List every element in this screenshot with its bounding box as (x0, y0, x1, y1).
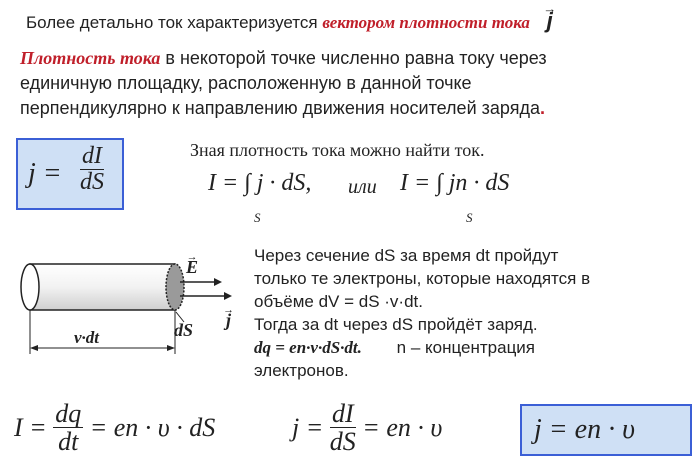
definition-line-3 (20, 96, 690, 121)
bottom-f2-rhs: = en · υ (362, 412, 443, 442)
formula-box-den: dS (80, 169, 104, 196)
integral-eq2: I = ∫ jn · dS (400, 170, 510, 196)
integral-limit-1: S (254, 210, 261, 225)
definition-dot: . (539, 98, 545, 118)
explanation-line-5 (254, 336, 694, 359)
cylinder-left-end (21, 264, 39, 310)
bottom-f2-lhs: j = (292, 412, 324, 442)
definition-line-2: единичную площадку, расположенную в данной точке (20, 73, 472, 93)
integral-equation-2 (400, 170, 509, 197)
formula-box-density (16, 138, 124, 210)
definition-line-1 (20, 46, 690, 71)
explanation-line-1: Через сечение dS за время dt пройдут (254, 246, 559, 265)
integral-equation-1 (208, 170, 311, 197)
dimension-arrow-right (167, 345, 175, 351)
explanation-dq: dq = en·v·dS·dt. (254, 338, 362, 357)
bottom-f1-fraction (53, 400, 83, 456)
length-label: v·dt (74, 328, 100, 347)
result-box (520, 404, 692, 456)
j-arrow-head (224, 292, 232, 300)
bottom-formula-current (14, 400, 215, 470)
bottom-f1-lhs: I = (14, 412, 47, 442)
integral-or: или (348, 176, 377, 198)
bottom-f2-num: dI (330, 400, 356, 428)
cylinder-section-dS (166, 264, 184, 310)
explanation-line-3: объёме dV = dS ·v·dt. (254, 292, 423, 311)
definition-text-1: в некоторой точке численно равна току через (165, 48, 547, 68)
E-arrow-head (214, 278, 222, 286)
bottom-f2-fraction (330, 400, 356, 456)
bottom-f1-rhs: = en · υ · dS (89, 412, 216, 442)
definition-term: Плотность тока (20, 48, 161, 68)
explanation-line-2: только те электроны, которые находятся в (254, 269, 591, 288)
j-label: → j (226, 310, 231, 331)
bottom-f1-den: dt (58, 427, 79, 457)
formula-box-fraction (80, 144, 104, 195)
bottom-f1-num: dq (55, 399, 82, 428)
result-box-formula: j = en · υ (534, 414, 635, 445)
cylinder-diagram (14, 250, 240, 360)
bottom-formula-density (292, 400, 442, 470)
explanation-paragraph (254, 244, 694, 382)
integral-limit-2: S (466, 210, 473, 225)
header-line (26, 8, 553, 34)
explanation-line-6: электронов. (254, 361, 349, 380)
header-symbol: → j (547, 8, 553, 34)
header-term: вектором плотности тока (322, 13, 530, 32)
cylinder-body (30, 264, 175, 310)
definition-paragraph (20, 46, 690, 121)
integral-intro: Зная плотность тока можно найти ток. (190, 140, 485, 160)
integral-eq1: I = ∫ j · dS, (208, 170, 312, 196)
explanation-concentration: n – концентрация (396, 338, 536, 357)
dimension-arrow-left (30, 345, 38, 351)
header-lead: Более детально ток характеризуется (26, 13, 318, 32)
bottom-f2-den: dS (329, 427, 356, 457)
E-label: → E (186, 257, 198, 278)
definition-text-3: перпендикулярно к направлению движения носителей заряда (20, 98, 540, 118)
explanation-line-4: Тогда за dt через dS пройдёт заряд. (254, 315, 538, 334)
dS-label: dS (174, 320, 194, 340)
formula-box-num: dI (82, 143, 102, 169)
formula-box-lhs: j = (28, 158, 62, 189)
